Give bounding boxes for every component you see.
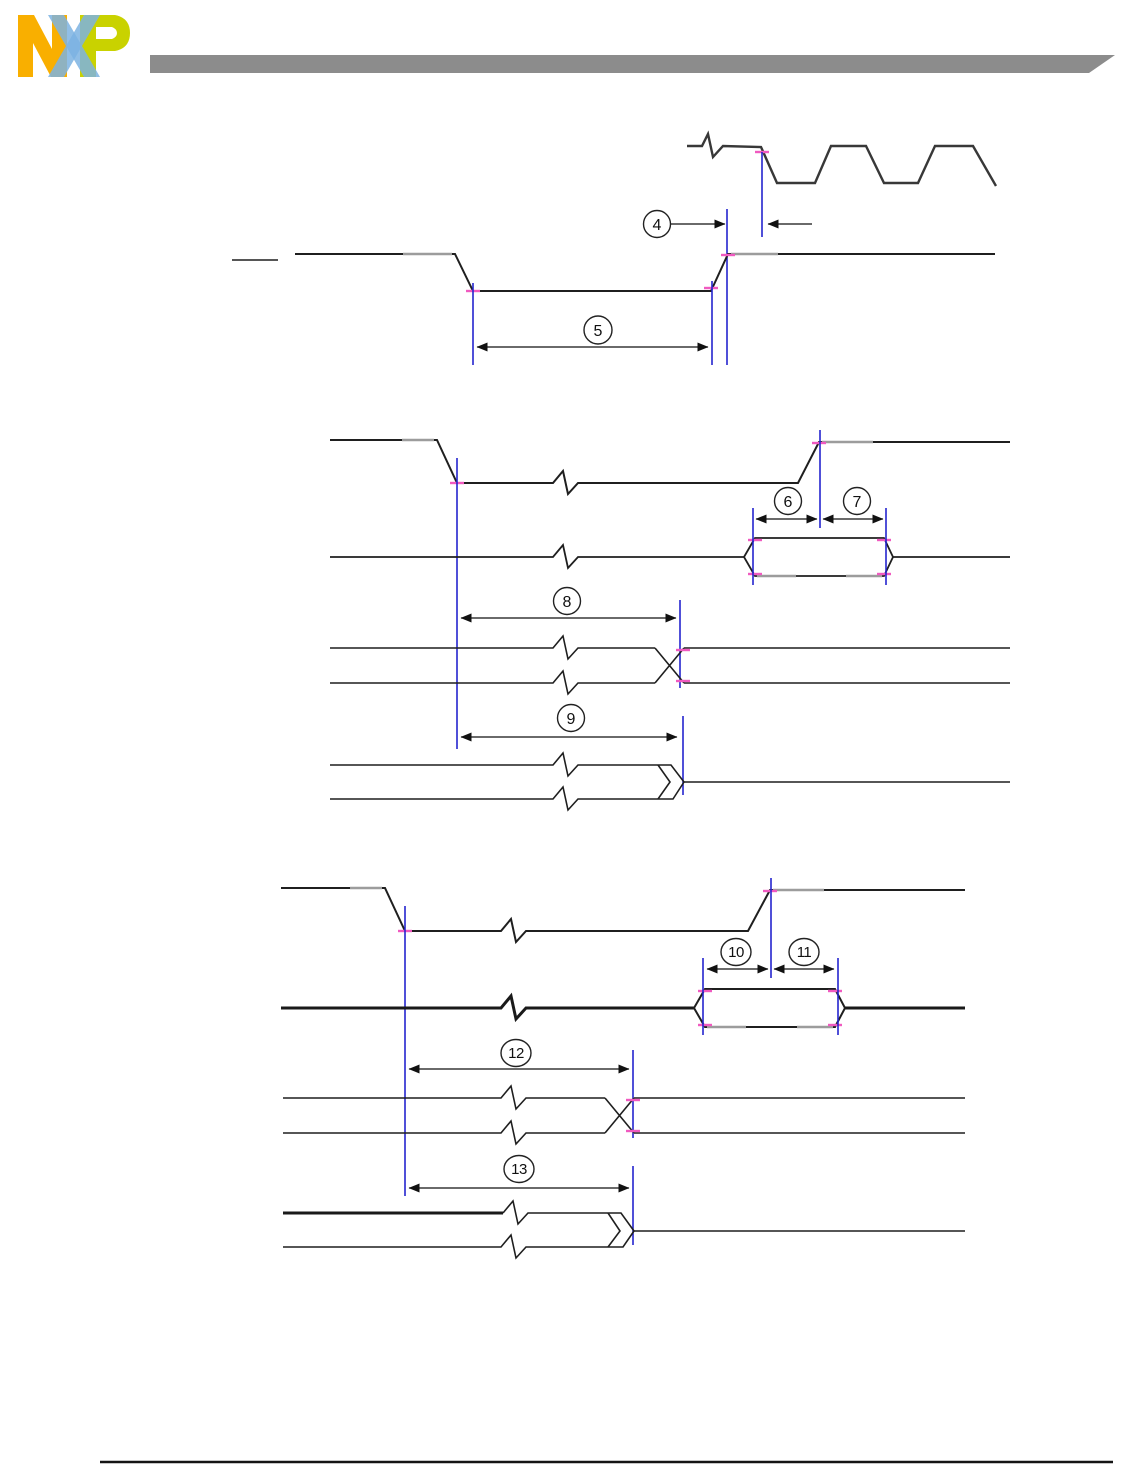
bus-line-lower <box>330 671 655 694</box>
clock-waveform <box>687 134 996 186</box>
callout-11-label: 11 <box>796 944 812 961</box>
callout-12-label: 12 <box>508 1045 524 1062</box>
bus-line-lower <box>283 1231 634 1258</box>
bus-line-upper <box>330 753 684 782</box>
bus-line-lower <box>283 1121 605 1144</box>
callout-7-label: 7 <box>852 494 862 511</box>
data-bus-line <box>281 996 694 1019</box>
bus-line-lower <box>330 782 684 810</box>
bus-line-upper <box>503 1201 634 1231</box>
callout-9-label: 9 <box>566 711 576 728</box>
bus-end-chevron <box>608 1213 620 1247</box>
bus-end-chevron <box>658 765 670 799</box>
data-valid-hexagon <box>744 538 893 576</box>
figure-3 <box>281 878 965 1258</box>
output-signal-waveform <box>295 254 995 291</box>
strobe-signal-waveform <box>330 440 1010 494</box>
callout-4-label: 4 <box>652 217 662 234</box>
data-valid-hexagon <box>694 989 845 1027</box>
callout-10-label: 10 <box>728 944 744 961</box>
strobe-signal-waveform <box>281 888 965 942</box>
callout-8-label: 8 <box>562 594 572 611</box>
bus-line-upper <box>283 1086 605 1109</box>
callout-13-label: 13 <box>511 1161 527 1178</box>
data-bus-line <box>330 545 744 568</box>
bus-line-upper <box>330 636 655 659</box>
figure-1 <box>232 134 996 365</box>
figure-2 <box>330 430 1010 810</box>
callout-6-label: 6 <box>783 494 793 511</box>
callout-5-label: 5 <box>593 323 603 340</box>
